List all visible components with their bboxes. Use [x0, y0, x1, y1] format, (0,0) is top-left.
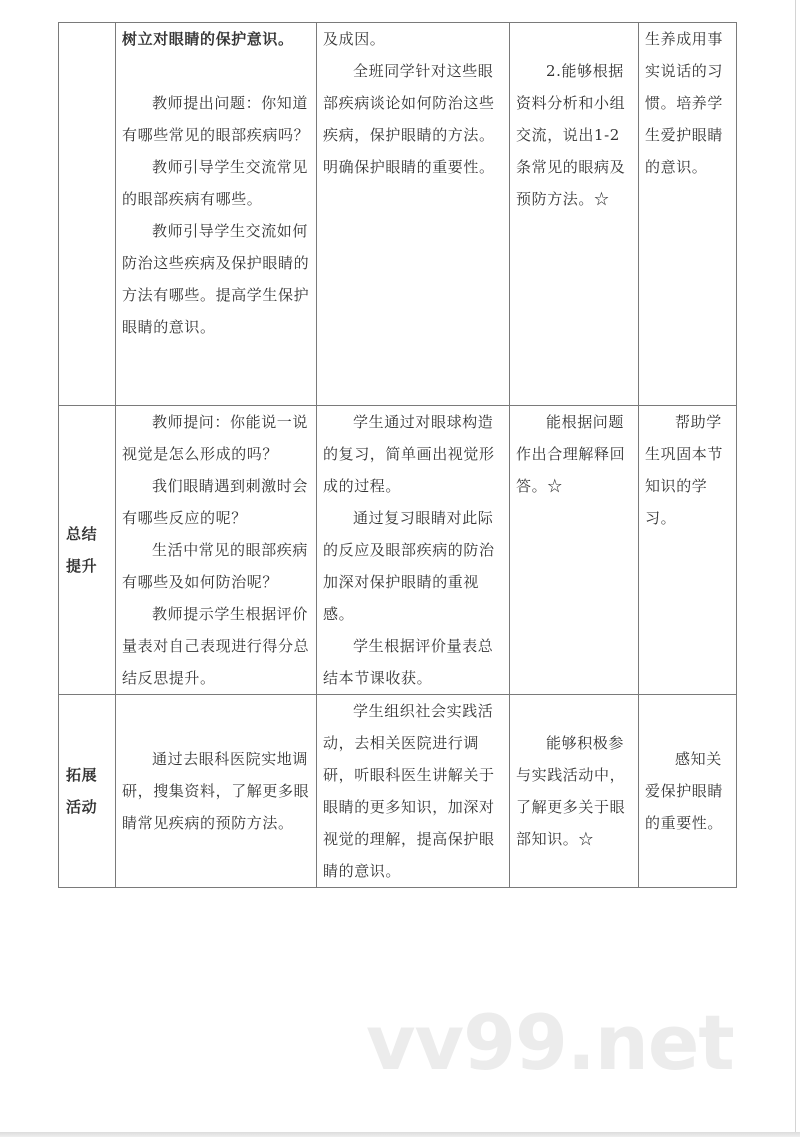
- evaluation-cell: [510, 23, 639, 406]
- teacher-activity-cell: [116, 23, 317, 406]
- teacher-paragraph: 教师引导学生交流如何防治这些疾病及保护眼睛的方法有哪些。提高学生保护眼睛的意识。: [122, 222, 310, 336]
- evaluation-cell: [510, 695, 639, 888]
- stage-cell: [59, 406, 116, 695]
- table-row-summary: [59, 406, 737, 695]
- student-activity-cell: [317, 23, 510, 406]
- stage-label: 提升: [66, 557, 98, 575]
- intent-text: 感知关爱保护眼睛的重要性。: [645, 750, 724, 832]
- teacher-paragraph: 教师提出问题：你知道有哪些常见的眼部疾病吗？: [122, 94, 310, 144]
- stage-label: 活动: [66, 798, 98, 816]
- teacher-activity-cell: [116, 695, 317, 888]
- student-paragraph: 学生组织社会实践活动，去相关医院进行调研，听眼科医生讲解关于眼睛的更多知识，加深对视觉的理解，提高保护眼睛的意识。: [323, 702, 495, 880]
- intent-cell: [639, 23, 737, 406]
- spacer: [122, 55, 310, 87]
- student-paragraph: 通过复习眼睛对此际的反应及眼部疾病的防治加深对保护眼睛的重视感。: [323, 509, 495, 623]
- teacher-paragraph: 生活中常见的眼部疾病有哪些及如何防治呢？: [122, 541, 309, 591]
- evaluation-text: 能根据问题作出合理解释回答。☆: [516, 413, 626, 495]
- page-edge-bottom: [0, 1132, 800, 1137]
- stage-cell: [59, 23, 116, 406]
- spacer: [516, 23, 632, 55]
- teacher-paragraph: 教师提问：你能说一说视觉是怎么形成的吗？: [122, 413, 309, 463]
- teacher-paragraph: 我们眼睛遇到刺激时会有哪些反应的呢？: [122, 477, 309, 527]
- intent-cell: [639, 406, 737, 695]
- intent-text: 生养成用事实说话的习惯。培养学生爱护眼睛的意识。: [645, 30, 724, 176]
- intent-cell: [639, 695, 737, 888]
- evaluation-cell: [510, 406, 639, 695]
- stage-label: 拓展: [66, 766, 98, 784]
- evaluation-text: 能够积极参与实践活动中，了解更多关于眼部知识。☆: [516, 734, 626, 848]
- student-lead: 及成因。: [323, 30, 386, 48]
- page-edge-right: [795, 0, 796, 1133]
- teacher-paragraph: 教师提示学生根据评价量表对自己表现进行得分总结反思提升。: [122, 605, 310, 687]
- student-activity-cell: [317, 406, 510, 695]
- student-paragraph: 学生根据评价量表总结本节课收获。: [323, 637, 494, 687]
- intent-text: 帮助学生巩固本节知识的学习。: [645, 413, 724, 527]
- stage-cell: [59, 695, 116, 888]
- table-row-continuation: [59, 23, 737, 406]
- stage-label: 总结: [66, 525, 98, 543]
- table-row-extension: [59, 695, 737, 888]
- teacher-heading: 树立对眼睛的保护意识。: [122, 30, 294, 48]
- student-paragraph: 学生通过对眼球构造的复习，简单画出视觉形成的过程。: [323, 413, 495, 495]
- evaluation-text: 2.能够根据资料分析和小组交流，说出1-2条常见的眼病及预防方法。☆: [516, 62, 626, 208]
- student-paragraph: 全班同学针对这些眼部疾病谈论如何防治这些疾病，保护眼睛的方法。明确保护眼睛的重要性。: [323, 62, 495, 176]
- watermark: vv99.net: [366, 998, 734, 1087]
- teacher-activity-cell: [116, 406, 317, 695]
- lesson-plan-table: [58, 22, 737, 888]
- teacher-paragraph: 通过去眼科医院实地调研，搜集资料，了解更多眼睛常见疾病的预防方法。: [122, 750, 310, 832]
- student-activity-cell: [317, 695, 510, 888]
- teacher-paragraph: 教师引导学生交流常见的眼部疾病有哪些。: [122, 158, 309, 208]
